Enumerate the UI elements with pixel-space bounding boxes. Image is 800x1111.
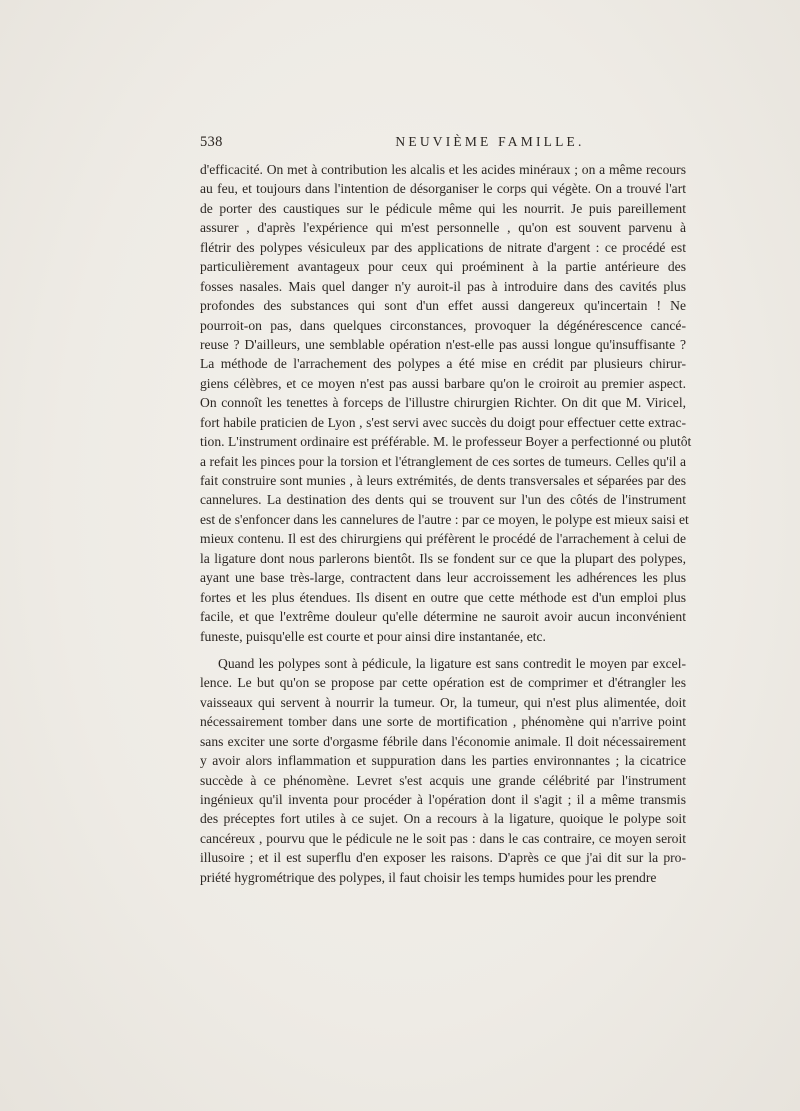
text-line: reuse ? D'ailleurs, une semblable opération n'est-elle pas aussi longue qu'insuffisante ? (200, 336, 686, 352)
text-line: giens célèbres, et ce moyen n'est pas aussi barbare qu'on le croiroit au premier aspect. (200, 375, 686, 391)
text-line: de porter des caustiques sur le pédicule même qui les nourrit. Je puis pareillement (200, 200, 686, 216)
text-line: priété hygrométrique des polypes, il faut choisir les temps humides pour les prendre (200, 869, 657, 885)
text-line: fait construire sont munies , à leurs extrémités, de dents transversales et séparées par des (200, 473, 686, 488)
text-line: assurer , d'après l'expérience qui m'est personnelle , qu'on est souvent parvenu à (200, 220, 686, 236)
text-line: y avoir alors inflammation et suppuration dans les parties environnantes ; la cicatrice (200, 753, 686, 769)
text-line: cannelures. La destination des dents qui se trouvent sur l'un des côtés de l'instrument (200, 492, 686, 508)
text-line: particulièrement avantageux pour ceux qui proéminent à la partie antérieure des (200, 259, 686, 275)
page-number: 538 (200, 134, 223, 150)
text-line: sans exciter une sorte d'orgasme fébrile dans l'économie animale. Il doit nécessairement (200, 733, 686, 749)
text-line: illusoire ; et il est superflu d'en exposer les raisons. D'après ce que j'ai dit sur la pro- (200, 850, 686, 866)
text-line: pourroit-on pas, dans quelques circonstances, provoquer la dégénérescence cancé- (200, 317, 686, 333)
text-line: lence. Le but qu'on se propose par cette opération est de comprimer et d'étrangler les (200, 675, 686, 691)
text-line: facile, et que l'extrême douleur qu'elle détermine ne sauroit avoir aucun inconvénient (200, 609, 686, 625)
page-header (200, 134, 686, 154)
text-line: nécessairement tomber dans une sorte de mortification , phénomène qui n'arrive point (200, 714, 686, 730)
text-line: fort habile praticien de Lyon , s'est servi avec succès du doigt pour effectuer cette extrac- (200, 414, 686, 430)
text-line: flétrir des polypes vésiculeux par des applications de nitrate d'argent : ce procédé est (200, 239, 686, 255)
paragraph (200, 160, 692, 646)
text-line: d'efficacité. On met à contribution les alcalis et les acides minéraux ; on a même recours (200, 162, 686, 177)
text-line: On connoît les tenettes à forceps de l'illustre chirurgien Richter. On dit que M. Viricel, (200, 395, 686, 411)
text-line: vaisseaux qui servent à nourrir la tumeur. Or, la tumeur, qui n'est plus alimentée, doit (200, 694, 686, 710)
text-line: succède à ce phénomène. Levret s'est acquis une grande célébrité par l'instrument (200, 772, 686, 788)
text-line: ingénieux qu'il inventa pour procéder à l'opération dont il s'agit ; il a même transmis (200, 792, 686, 807)
text-line: fosses nasales. Mais quel danger n'y auroit-il pas à introduire dans des cavités plus (200, 278, 686, 294)
text-line: est de s'enfoncer dans les cannelures de l'autre : par ce moyen, le polype est mieux saisi et (200, 511, 689, 527)
text-line: funeste, puisqu'elle est courte et pour ainsi dire instantanée, etc. (200, 628, 546, 644)
text-line: profondes des substances qui sont d'un effet aussi dangereux qu'incertain ! Ne (200, 298, 686, 314)
text-line: cancéreux , pourvu que le pédicule ne le soit pas : dans le cas contraire, ce moyen seroit (200, 830, 686, 846)
text-line: a refait les pinces pour la torsion et l'étranglement de ces sortes de tumeurs. Celles qu'il a (200, 453, 686, 469)
running-title: NEUVIÈME FAMILLE. (395, 134, 585, 149)
text-line: la ligature dont nous parlerons bientôt. Ils se fondent sur ce que la plupart des polypes, (200, 550, 686, 566)
text-line: mieux contenu. Il est des chirurgiens qui préfèrent le procédé de l'arrachement à celui de (200, 531, 686, 547)
text-line: ayant une base très-large, contractent dans leur accroissement les adhérences les plus (200, 570, 686, 586)
paragraph (200, 654, 686, 887)
paragraph-gap (200, 646, 686, 654)
text-line: La méthode de l'arrachement des polypes a été mise en crédit par plusieurs chirur- (200, 356, 686, 372)
text-line: tion. L'instrument ordinaire est préférable. M. le professeur Boyer a perfectionné ou plutôt (200, 434, 692, 450)
text-line: Quand les polypes sont à pédicule, la ligature est sans contredit le moyen par excel- (218, 655, 686, 671)
text-line: au feu, et toujours dans l'intention de désorganiser le corps qui végète. On a trouvé l'art (200, 181, 686, 197)
body-text (200, 160, 692, 887)
text-line: des préceptes fort utiles à ce sujet. On a recours à la ligature, quoique le polype soit (200, 811, 686, 827)
text-line: fortes et les plus étendues. Ils disent en outre que cette méthode est d'un emploi plus (200, 589, 686, 605)
